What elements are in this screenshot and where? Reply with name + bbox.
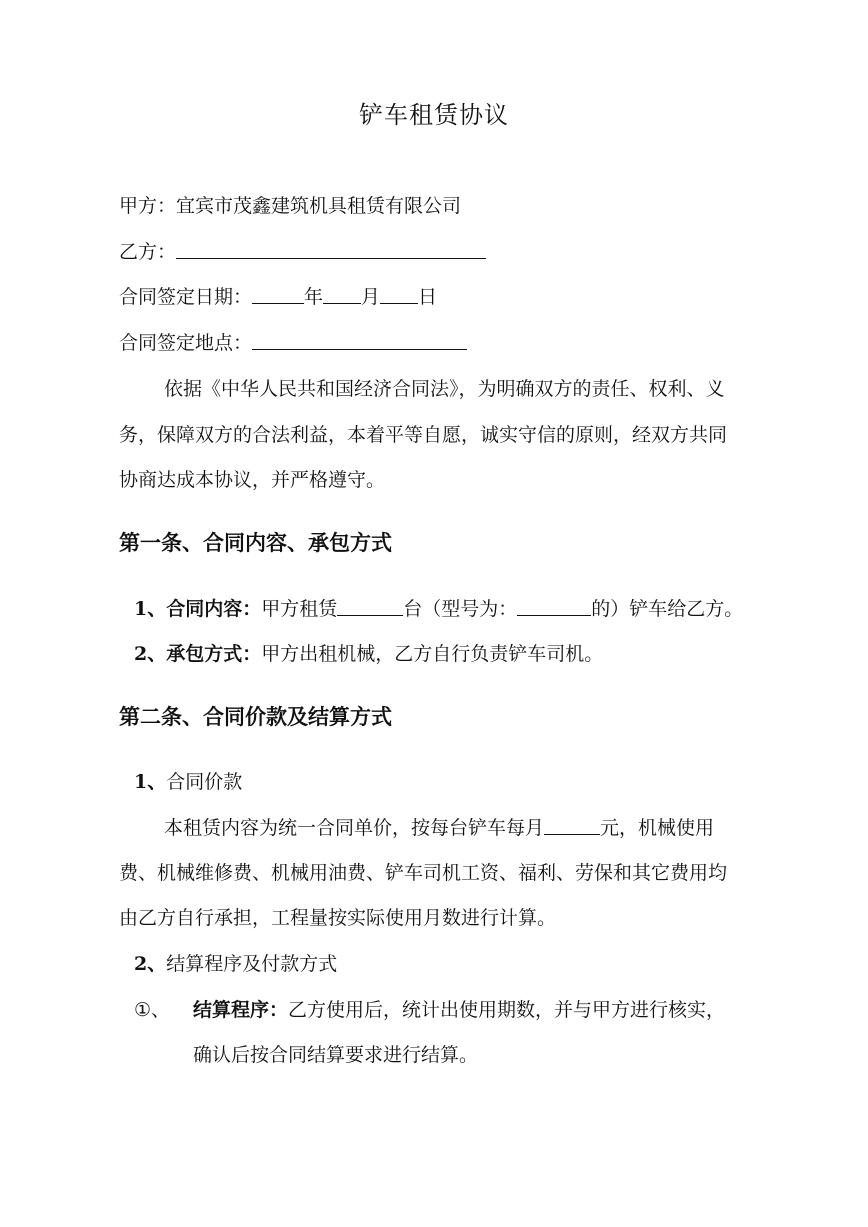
price-line-3: 由乙方自行承担，工程量按实际使用月数进行计算。 <box>119 907 557 929</box>
day-blank <box>380 285 418 304</box>
item-text: 甲方租赁 <box>261 598 338 620</box>
sign-date-line <box>119 285 437 309</box>
sub-label: 合同价款 <box>166 771 243 793</box>
price-text: 元，机械使用 <box>600 817 715 839</box>
article-1-item-1 <box>134 597 743 621</box>
item-number: 2、 <box>134 643 167 665</box>
party-b-label: 乙方： <box>119 241 177 263</box>
price-line-1 <box>164 816 714 840</box>
item-text: 台（型号为： <box>403 598 518 620</box>
intro-line-1: 依据《中华人民共和国经济合同法》，为明确双方的责任、权利、义 <box>164 378 725 400</box>
month-blank <box>323 285 361 304</box>
sign-place-blank <box>252 331 467 350</box>
monthly-price-blank <box>544 816 600 835</box>
settle-line-1 <box>193 998 725 1022</box>
intro-line-2: 务，保障双方的合法利益，本着平等自愿，诚实守信的原则，经双方共同 <box>119 424 728 446</box>
party-b-blank <box>176 240 486 259</box>
price-text: 本租赁内容为统一合同单价，按每台铲车每月 <box>164 817 545 839</box>
article-2-heading: 第二条、合同价款及结算方式 <box>119 705 392 729</box>
party-a-line: 甲方：宜宾市茂鑫建筑机具租赁有限公司 <box>119 195 462 217</box>
settle-label: 结算程序： <box>193 999 289 1021</box>
item-text: 甲方出租机械，乙方自行负责铲车司机。 <box>261 643 604 665</box>
sign-place-label: 合同签定地点： <box>119 332 253 354</box>
article-2-sub-1 <box>134 770 242 794</box>
settle-marker: ①、 <box>134 999 171 1021</box>
day-label: 日 <box>418 286 438 308</box>
price-line-2: 费、机械维修费、机械用油费、铲车司机工资、福利、劳保和其它费用均 <box>119 862 728 884</box>
item-number: 1、 <box>134 598 167 620</box>
settle-line-2: 确认后按合同结算要求进行结算。 <box>193 1044 479 1066</box>
quantity-blank <box>337 597 403 616</box>
year-label: 年 <box>304 286 324 308</box>
party-b-line <box>119 240 486 264</box>
sign-date-label: 合同签定日期： <box>119 286 253 308</box>
settle-text: 乙方使用后，统计出使用期数，并与甲方进行核实， <box>288 999 726 1021</box>
month-label: 月 <box>361 286 381 308</box>
sub-number: 2、 <box>134 953 167 975</box>
model-blank <box>517 597 591 616</box>
article-2-sub-2 <box>134 952 337 976</box>
article-1-item-2 <box>134 642 603 666</box>
sub-label: 结算程序及付款方式 <box>166 953 338 975</box>
sign-place-line <box>119 331 467 355</box>
item-text: 的）铲车给乙方。 <box>591 598 744 620</box>
intro-line-3: 协商达成本协议，并严格遵守。 <box>119 469 386 491</box>
year-blank <box>252 285 304 304</box>
item-label: 合同内容： <box>166 598 262 620</box>
item-label: 承包方式： <box>166 643 262 665</box>
page-title: 铲车租赁协议 <box>359 101 509 129</box>
article-1-heading: 第一条、合同内容、承包方式 <box>119 531 392 555</box>
sub-number: 1、 <box>134 771 167 793</box>
